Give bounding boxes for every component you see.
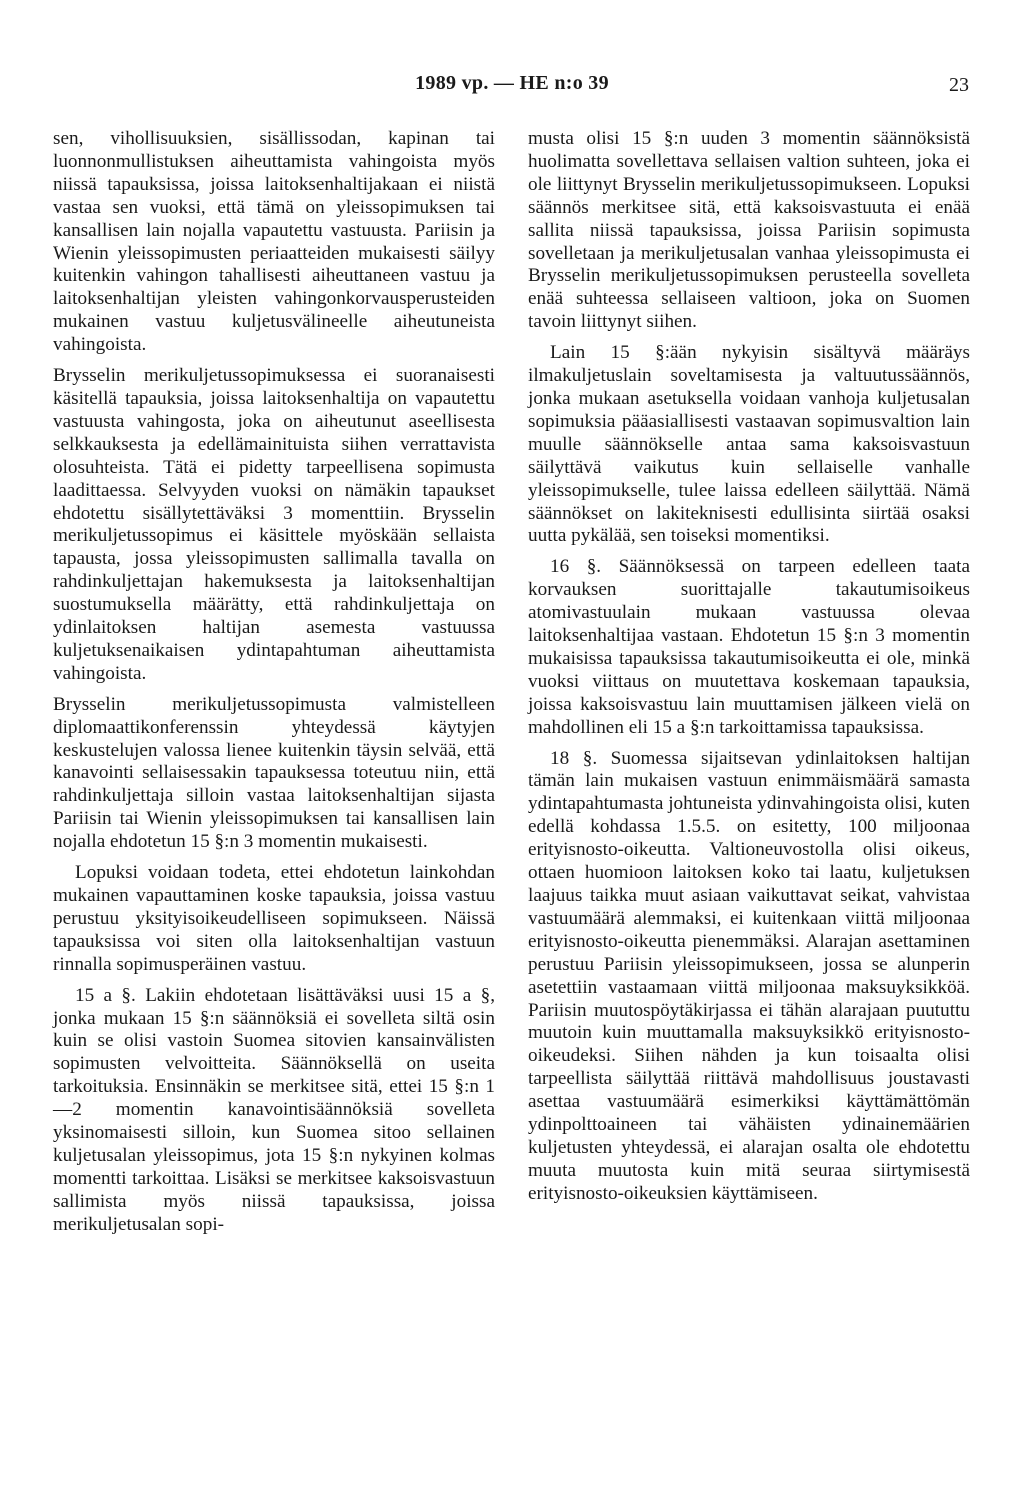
running-title: 1989 vp. — HE n:o 39: [415, 72, 609, 94]
right-column: [528, 128, 970, 1214]
paragraph: sen, vihollisuuksien, sisällissodan, kapinan tai luonnonmullistuksen aiheuttamista vahingoista myös niissä tapauksissa, joissa laitoksenhaltijakaan ei niistä vastaa sen vuoksi, että tämä on yleissopimuksen tai kansallisen lain nojalla vapautettu vastuusta. Pariisin ja Wienin yleissopimusten periaatteiden mukaisesti säilyy kuitenkin vahingon tahallisesti aiheuttaneen vastuu ja laitoksenhaltijan yleisten vahingonkorvausperusteiden mukainen vastuu kuljetusvälineelle aiheutuneista vahingoista.: [53, 128, 495, 356]
paragraph: Lain 15 §:ään nykyisin sisältyvä määräys ilmakuljetuslain soveltamisesta ja valtuutussäännös, jonka mukaan asetuksella voidaan vanhoja kuljetusalan sopimuksia pääasiallisesti vastaavan sopimusvaltion lain muulle säännökselle antaa sama kaksoisvastuun säilyttävä vaikutus kuin sellaiselle vanhalle yleissopimukselle, tulee laissa edelleen säilyttää. Nämä säännökset on lakiteknisesti edullisinta siirtää osaksi uutta pykälää, sen toiseksi momentiksi.: [528, 342, 970, 547]
paragraph: musta olisi 15 §:n uuden 3 momentin säännöksistä huolimatta sovellettava sellaisen valtion suhteen, joka ei ole liittynyt Brysselin merikuljetussopimukseen. Lopuksi säännös merkitsee sitä, että kaksoisvastuuta ei enää sallita niissä tapauksissa, joissa Pariisin sopimusta sovelletaan ja merikuljetusalan vanhaa yleissopimusta ei Brysselin merikuljetussopimuksen perusteella sovelleta enää suhteessa sellaiseen valtioon, joka on Suomen tavoin liittynyt siihen.: [528, 128, 970, 333]
paragraph: Brysselin merikuljetussopimusta valmistelleen diplomaattikonferenssin yhteydessä käytyjen keskustelujen valossa lienee kuitenkin täysin selvää, että kanavointi sellaisessakin tapauksessa toteutuu niin, että rahdinkuljettaja silloin vastaa laitoksenhaltijan sijasta Pariisin tai Wienin yleissopimuksen tai kansallisen lain nojalla ehdotetun 15 §:n 3 momentin mukaisesti.: [53, 693, 495, 853]
paragraph: 15 a §. Lakiin ehdotetaan lisättäväksi uusi 15 a §, jonka mukaan 15 §:n säännöksiä ei sovelleta siltä osin kuin se olisi vastoin Suomea sitovien kansainvälisten sopimusten velvoitteita. Säännöksellä on useita tarkoituksia. Ensinnäkin se merkitsee sitä, ettei 15 §:n 1—2 momentin kanavointisäännöksiä sovelleta yksinomaisesti silloin, kun Suomea sitoo sellainen kuljetusalan yleissopimus, jota 15 §:n nykyinen kolmas momentti tarkoittaa. Lisäksi se merkitsee kaksoisvastuun sallimista myös niissä tapauksissa, joissa merikuljetusalan sopi-: [53, 984, 495, 1235]
paragraph: 16 §. Säännöksessä on tarpeen edelleen taata korvauksen suorittajalle takautumisoikeus atomivastuulain mukaan vastuussa olevaa laitoksenhaltijaa vastaan. Ehdotetun 15 §:n 3 momentin mukaisissa tapauksissa takautumisoikeutta ei ole, minkä vuoksi viittaus on muutettava koskemaan tapauksia, joissa kaksoisvastuu lain muuttamisen jälkeen vielä on mahdollinen eli 15 a §:n tarkoittamissa tapauksissa.: [528, 556, 970, 738]
paragraph: Brysselin merikuljetussopimuksessa ei suoranaisesti käsitellä tapauksia, joissa laitoksenhaltija on vapautettu vastuusta vahingosta, joka on aiheutunut aseellisesta selkkauksesta ja edellämainituista siihen verrattavista olosuhteista. Tätä ei pidetty tarpeellisena sopimusta laadittaessa. Selvyyden vuoksi on nämäkin tapaukset ehdotettu sisällytettäväksi 3 momenttiin. Brysselin merikuljetussopimus ei käsittele myöskään sellaista tapausta, jossa yleissopimusten sallimalla tavalla on rahdinkuljettajan hakemuksesta ja laitoksenhaltijan suostumuksella määrätty, että rahdinkuljettaja on ydinlaitoksen haltijan asemesta vastuussa kuljetuksenaikaisen ydintapahtuman aiheuttamista vahingoista.: [53, 365, 495, 684]
left-column: [53, 128, 495, 1245]
page-header: [0, 72, 1024, 102]
paragraph: 18 §. Suomessa sijaitsevan ydinlaitoksen haltijan tämän lain mukaisen vastuun enimmäismäärä samasta ydintapahtumasta johtuneista ydinvahingoista olisi, kuten edellä kohdassa 1.5.5. on esitetty, 100 miljoonaa erityisnosto-oikeutta. Valtioneuvostolla olisi oikeus, ottaen huomioon laitoksen koko tai laatu, kuljetuksen laajuus taikka muut asiaan vaikuttavat seikat, vahvistaa vastuumäärä alemmaksi, ei kuitenkaan viittä miljoonaa erityisnosto-oikeutta pienemmäksi. Alarajan asettaminen perustuu Pariisin yleissopimukseen, jossa se alunperin asetettiin vastaamaan viittä miljoonaa maksuyksikköä. Pariisin muutospöytäkirjassa ei tähän alarajaan puututtu muutoin kuin muuttamalla maksuyksikkö erityisnosto-oikeudeksi. Siihen nähden ja kun toisaalta olisi tarpeellista säilyttää riittävä mahdollisuus joustavasti asettaa vastuumäärä esimerkiksi käyttämättömän ydinpolttoaineen tai vähäisten ydinainemäärien kuljetusten yhteydessä, ei alarajan osalta ole ehdotettu muuta muutosta kuin mitä seuraa siirtymisestä erityisnosto-oikeuksien käyttämiseen.: [528, 747, 970, 1204]
paragraph: Lopuksi voidaan todeta, ettei ehdotetun lainkohdan mukainen vapauttaminen koske tapauksia, joissa vastuu perustuu yksityisoikeudelliseen sopimukseen. Näissä tapauksissa voi siten olla laitoksenhaltijan vastuun rinnalla sopimusperäinen vastuu.: [53, 862, 495, 975]
page-number: 23: [949, 74, 969, 96]
